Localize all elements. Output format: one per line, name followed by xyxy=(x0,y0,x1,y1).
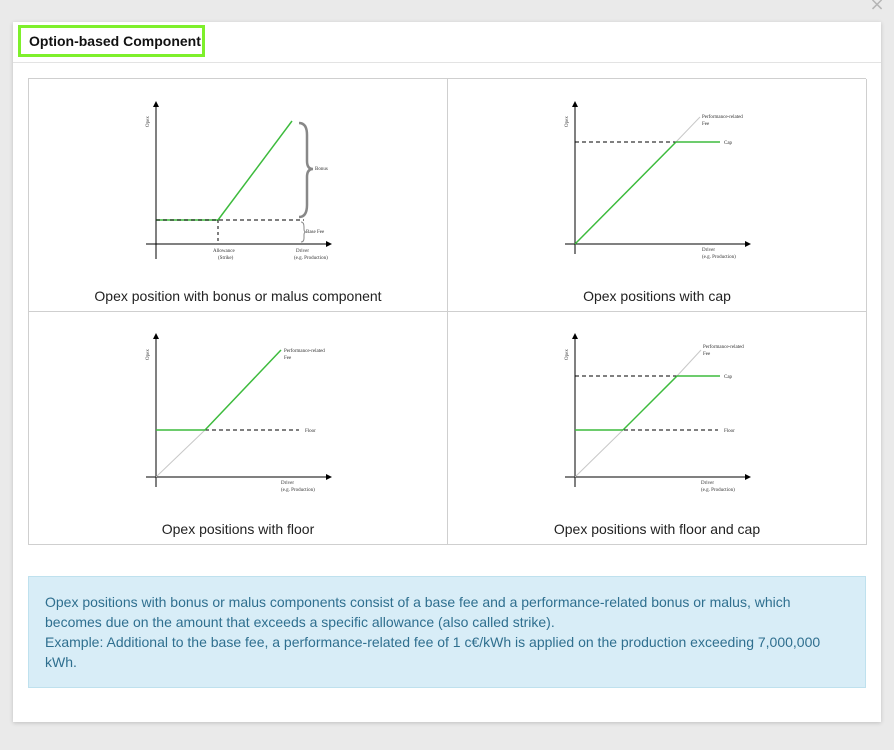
info-box xyxy=(28,576,866,688)
caption-bonus-malus: Opex position with bonus or malus component xyxy=(94,288,382,304)
perf-fee-extension-low xyxy=(575,430,623,477)
perf-fee-extension-high xyxy=(677,350,701,376)
perf-fee-extension xyxy=(676,117,700,142)
perf-fee-label-line2: Fee xyxy=(702,122,710,127)
perf-fee-line xyxy=(575,142,676,244)
x-axis-sublabel: (e.g. Production) xyxy=(702,255,736,260)
caption-cap: Opex positions with cap xyxy=(583,288,731,304)
cap-chart xyxy=(448,79,866,312)
info-paragraph: Opex positions with bonus or malus components consist of a base fee and a performance-related bonus or malus, which becomes due on the amount that exceeds a specific allowance (also called strike). xyxy=(45,594,791,630)
x-axis-sublabel: (e.g. Production) xyxy=(294,256,328,261)
perf-fee-label-line1: Performance-related xyxy=(702,115,743,120)
perf-fee-line xyxy=(205,350,281,430)
bonus-line xyxy=(218,121,292,220)
floor-label: Floor xyxy=(305,429,316,434)
diagram-floor-cap xyxy=(448,312,867,545)
x-axis-label: Driver xyxy=(701,481,715,486)
caption-floor: Opex positions with floor xyxy=(161,521,315,537)
perf-fee-label-line1: Performance-related xyxy=(284,349,325,354)
perf-fee-label-line2: Fee xyxy=(284,356,292,361)
perf-fee-extension xyxy=(156,430,205,477)
cap-label: Cap xyxy=(724,141,733,146)
diagram-grid xyxy=(28,78,866,545)
x-axis-label: Driver xyxy=(281,481,295,486)
diagram-floor xyxy=(29,312,448,545)
y-axis-label: Opex xyxy=(565,116,570,127)
perf-fee-label-line1: Performance-related xyxy=(703,345,744,350)
floor-chart xyxy=(29,312,447,545)
option-component-dialog xyxy=(13,22,881,722)
bonus-brace xyxy=(299,123,313,217)
perf-fee-line xyxy=(623,376,677,430)
info-example: Example: Additional to the base fee, a performance-related fee of 1 c€/kWh is applied on the production exceeding 7,000,000 kWh. xyxy=(45,634,821,670)
caption-floor-cap: Opex positions with floor and cap xyxy=(553,521,761,537)
close-icon[interactable]: × xyxy=(869,0,885,15)
dialog-title: Option-based Component xyxy=(18,25,205,57)
x-axis-sublabel: (e.g. Production) xyxy=(281,488,315,493)
y-axis-label: Opex xyxy=(565,349,570,360)
bonus-label: Bonus xyxy=(315,167,328,172)
diagram-bonus-malus xyxy=(29,79,448,312)
x-axis-label: Driver xyxy=(702,248,716,253)
allowance-sublabel: (Strike) xyxy=(218,256,234,261)
cap-label: Cap xyxy=(724,375,733,380)
floor-cap-chart xyxy=(448,312,866,545)
dialog-header xyxy=(13,22,881,63)
floor-label: Floor xyxy=(724,429,735,434)
allowance-label: Allowance xyxy=(213,249,235,254)
x-axis-sublabel: (e.g. Production) xyxy=(701,488,735,493)
y-axis-label: Opex xyxy=(146,349,151,360)
perf-fee-label-line2: Fee xyxy=(703,352,711,357)
diagram-cap xyxy=(448,79,867,312)
y-axis-label: Opex xyxy=(146,116,151,127)
x-axis-label: Driver xyxy=(296,249,310,254)
bonus-malus-chart xyxy=(29,79,447,312)
base-fee-label: Base Fee xyxy=(306,230,325,235)
